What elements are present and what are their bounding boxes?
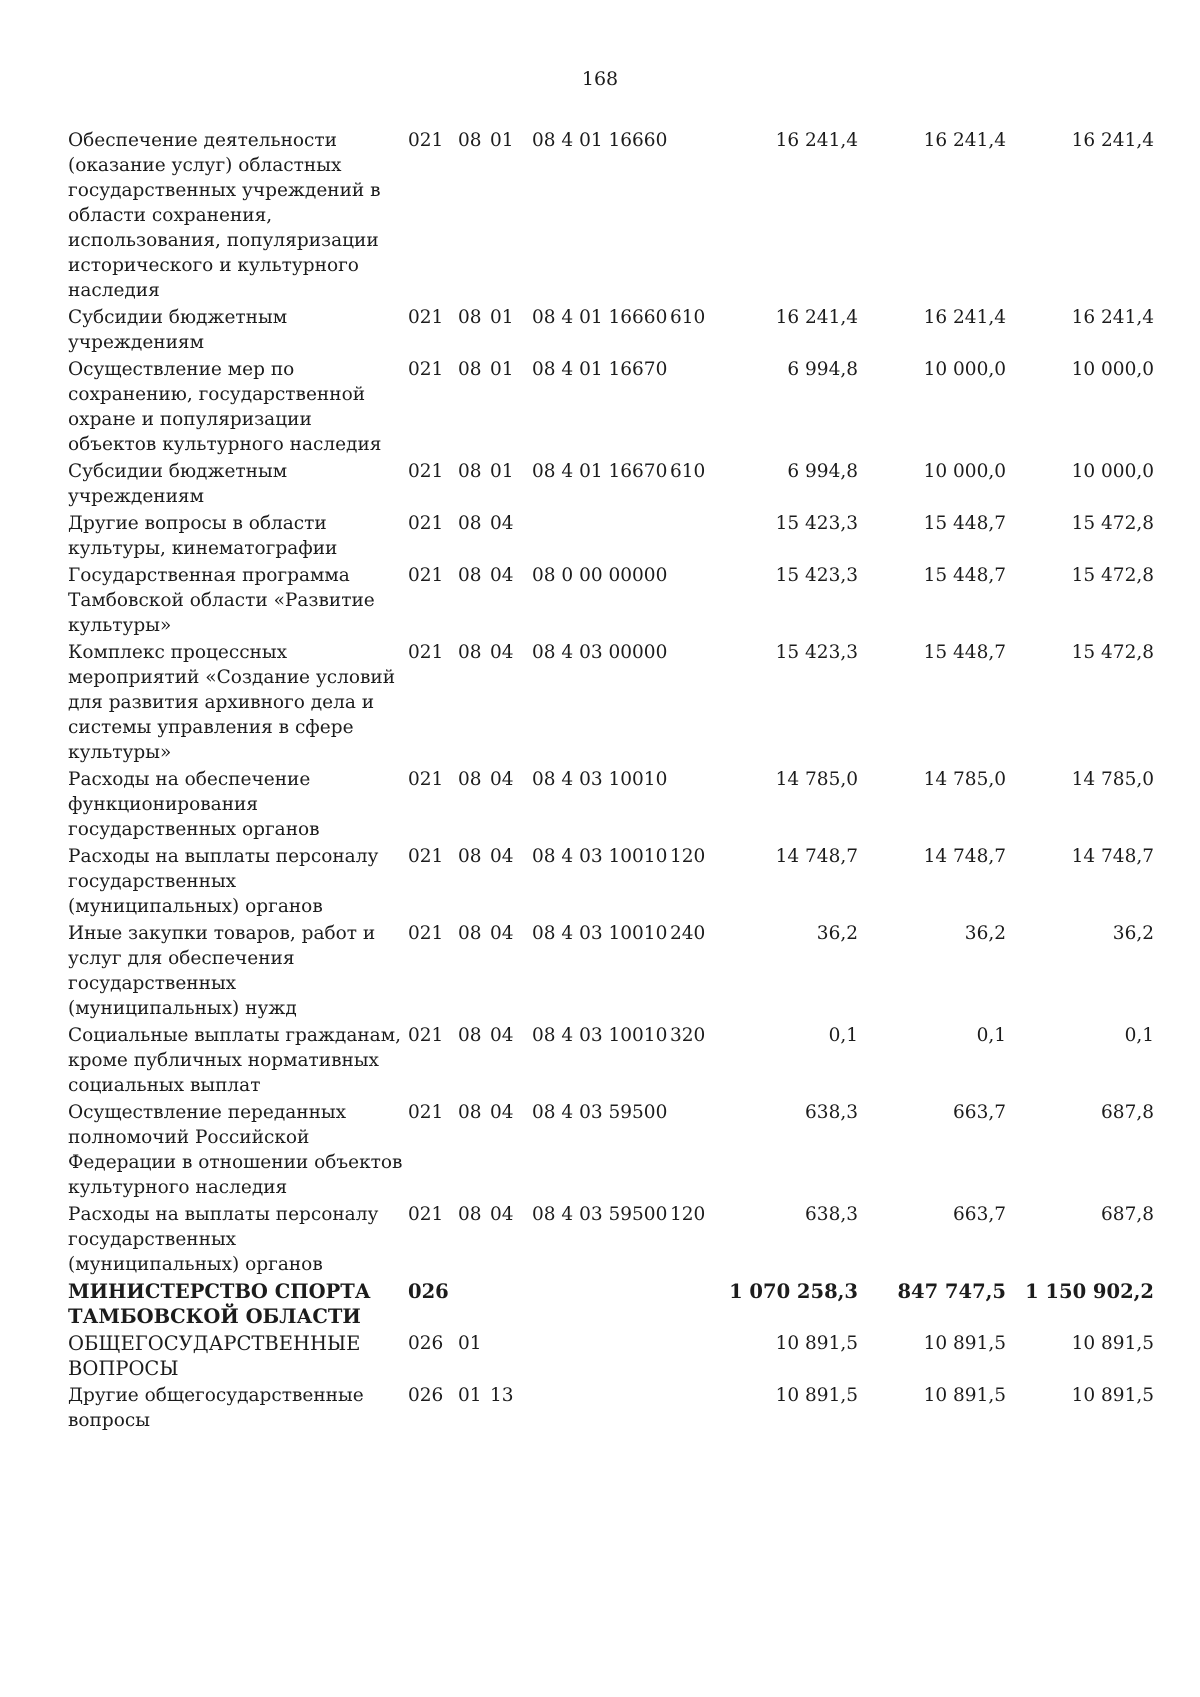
- table-row: [68, 357, 1168, 459]
- amount-year-1: 14 785,0: [775, 769, 858, 790]
- amount-year-1: 14 748,7: [775, 846, 858, 867]
- amount-year-1: 1 070 258,3: [729, 1280, 858, 1303]
- table-row: [68, 767, 1168, 844]
- subsection-code: [490, 1331, 532, 1383]
- subsection-code: 04: [490, 923, 514, 944]
- amount-year-3: 687,8: [1101, 1204, 1154, 1225]
- expense-type-code: 240: [670, 923, 706, 944]
- expense-type-code: 120: [670, 1204, 706, 1225]
- table-row: [68, 1279, 1168, 1331]
- amount-year-3: 15 472,8: [1071, 565, 1154, 586]
- expense-type-code: 120: [670, 846, 706, 867]
- expense-type-code: [670, 1383, 724, 1435]
- item-name: Другие вопросы в области культуры, кинематографии: [68, 513, 338, 559]
- table-row: [68, 1331, 1168, 1383]
- ministry-code: 021: [408, 642, 444, 663]
- table-row: [68, 511, 1168, 563]
- amount-year-2: 16 241,4: [923, 130, 1006, 151]
- ministry-code: 021: [408, 923, 444, 944]
- amount-year-2: 10 000,0: [923, 461, 1006, 482]
- amount-year-3: 10 891,5: [1071, 1333, 1154, 1354]
- section-code: 08: [458, 1102, 482, 1123]
- item-name: Расходы на выплаты персоналу государственных (муниципальных) органов: [68, 1204, 379, 1275]
- ministry-code: 021: [408, 565, 444, 586]
- amount-year-1: 638,3: [805, 1102, 858, 1123]
- amount-year-3: 16 241,4: [1071, 130, 1154, 151]
- section-code: [458, 1279, 490, 1331]
- section-code: 08: [458, 307, 482, 328]
- amount-year-2: 14 785,0: [923, 769, 1006, 790]
- subsection-code: 13: [490, 1385, 514, 1406]
- amount-year-3: 36,2: [1112, 923, 1154, 944]
- ministry-code: 021: [408, 1204, 444, 1225]
- subsection-code: 01: [490, 359, 514, 380]
- table-row: [68, 1023, 1168, 1100]
- subsection-code: 01: [490, 461, 514, 482]
- section-code: 08: [458, 130, 482, 151]
- section-code: 08: [458, 769, 482, 790]
- amount-year-1: 36,2: [816, 923, 858, 944]
- subsection-code: 04: [490, 565, 514, 586]
- table-row: [68, 1202, 1168, 1279]
- subsection-code: 04: [490, 1102, 514, 1123]
- ministry-code: 021: [408, 513, 444, 534]
- subsection-code: 01: [490, 307, 514, 328]
- table-row: [68, 128, 1168, 305]
- expense-type-code: 610: [670, 307, 706, 328]
- section-code: 08: [458, 1025, 482, 1046]
- item-name: Расходы на обеспечение функционирования государственных органов: [68, 769, 320, 840]
- amount-year-2: 14 748,7: [923, 846, 1006, 867]
- amount-year-1: 15 423,3: [775, 642, 858, 663]
- item-name: Субсидии бюджетным учреждениям: [68, 307, 288, 353]
- expense-type-code: [670, 563, 724, 640]
- item-name: Социальные выплаты гражданам, кроме публичных нормативных социальных выплат: [68, 1025, 401, 1096]
- ministry-code: 021: [408, 130, 444, 151]
- amount-year-1: 15 423,3: [775, 513, 858, 534]
- table-row: [68, 459, 1168, 511]
- ministry-code: 026: [408, 1385, 444, 1406]
- amount-year-3: 14 748,7: [1071, 846, 1154, 867]
- target-article-code: 08 4 01 16670: [532, 359, 668, 380]
- amount-year-2: 10 891,5: [923, 1385, 1006, 1406]
- target-article-code: 08 4 03 59500: [532, 1204, 668, 1225]
- amount-year-2: 16 241,4: [923, 307, 1006, 328]
- table-row: [68, 640, 1168, 767]
- table-row: [68, 921, 1168, 1023]
- ministry-code: 026: [408, 1280, 449, 1303]
- expense-type-code: [670, 1331, 724, 1383]
- item-name: Государственная программа Тамбовской области «Развитие культуры»: [68, 565, 375, 636]
- section-code: 08: [458, 642, 482, 663]
- ministry-code: 021: [408, 359, 444, 380]
- expense-type-code: [670, 357, 724, 459]
- subsection-code: 01: [490, 130, 514, 151]
- amount-year-1: 6 994,8: [787, 359, 858, 380]
- target-article-code: 08 4 01 16670: [532, 461, 668, 482]
- amount-year-3: 14 785,0: [1071, 769, 1154, 790]
- item-name: Расходы на выплаты персоналу государственных (муниципальных) органов: [68, 846, 379, 917]
- expense-type-code: 320: [670, 1025, 706, 1046]
- amount-year-2: 10 000,0: [923, 359, 1006, 380]
- ministry-code: 021: [408, 769, 444, 790]
- amount-year-2: 847 747,5: [897, 1280, 1006, 1303]
- amount-year-2: 15 448,7: [923, 513, 1006, 534]
- budget-table: [68, 128, 1168, 1435]
- expense-type-code: [670, 1100, 724, 1202]
- amount-year-1: 0,1: [828, 1025, 858, 1046]
- amount-year-2: 10 891,5: [923, 1333, 1006, 1354]
- section-code: 08: [458, 846, 482, 867]
- target-article-code: 08 4 01 16660: [532, 307, 668, 328]
- expense-type-code: [670, 767, 724, 844]
- item-name: МИНИСТЕРСТВО СПОРТА ТАМБОВСКОЙ ОБЛАСТИ: [68, 1280, 371, 1328]
- subsection-code: [490, 1279, 532, 1331]
- amount-year-3: 0,1: [1124, 1025, 1154, 1046]
- page-number: 168: [581, 68, 619, 90]
- amount-year-2: 15 448,7: [923, 642, 1006, 663]
- target-article-code: 08 4 03 10010: [532, 1025, 668, 1046]
- table-row: [68, 563, 1168, 640]
- ministry-code: 026: [408, 1333, 444, 1354]
- item-name: Осуществление переданных полномочий Российской Федерации в отношении объектов культурного наследия: [68, 1102, 403, 1198]
- amount-year-1: 16 241,4: [775, 307, 858, 328]
- subsection-code: 04: [490, 846, 514, 867]
- amount-year-3: 10 891,5: [1071, 1385, 1154, 1406]
- section-code: 01: [458, 1333, 482, 1354]
- section-code: 08: [458, 923, 482, 944]
- subsection-code: 04: [490, 513, 514, 534]
- table-row: [68, 305, 1168, 357]
- table-row: [68, 844, 1168, 921]
- target-article-code: 08 4 03 59500: [532, 1102, 668, 1123]
- target-article-code: [532, 1383, 670, 1435]
- target-article-code: 08 4 03 00000: [532, 642, 668, 663]
- item-name: Другие общегосударственные вопросы: [68, 1385, 364, 1431]
- section-code: 08: [458, 359, 482, 380]
- table-row: [68, 1100, 1168, 1202]
- amount-year-1: 16 241,4: [775, 130, 858, 151]
- target-article-code: 08 4 03 10010: [532, 769, 668, 790]
- ministry-code: 021: [408, 307, 444, 328]
- section-code: 01: [458, 1385, 482, 1406]
- section-code: 08: [458, 1204, 482, 1225]
- expense-type-code: [670, 128, 724, 305]
- ministry-code: 021: [408, 461, 444, 482]
- amount-year-3: 10 000,0: [1071, 461, 1154, 482]
- amount-year-2: 36,2: [964, 923, 1006, 944]
- expense-type-code: [670, 1279, 724, 1331]
- target-article-code: 08 4 01 16660: [532, 130, 668, 151]
- target-article-code: 08 0 00 00000: [532, 565, 668, 586]
- amount-year-2: 0,1: [976, 1025, 1006, 1046]
- amount-year-2: 15 448,7: [923, 565, 1006, 586]
- amount-year-3: 687,8: [1101, 1102, 1154, 1123]
- subsection-code: 04: [490, 1204, 514, 1225]
- amount-year-3: 15 472,8: [1071, 642, 1154, 663]
- target-article-code: [532, 1279, 670, 1331]
- amount-year-1: 10 891,5: [775, 1333, 858, 1354]
- item-name: Комплекс процессных мероприятий «Создание условий для развития архивного дела и системы управления в сфере культуры»: [68, 642, 396, 763]
- amount-year-3: 15 472,8: [1071, 513, 1154, 534]
- subsection-code: 04: [490, 642, 514, 663]
- item-name: Субсидии бюджетным учреждениям: [68, 461, 288, 507]
- amount-year-3: 16 241,4: [1071, 307, 1154, 328]
- item-name: Осуществление мер по сохранению, государственной охране и популяризации объектов культурного наследия: [68, 359, 382, 455]
- section-code: 08: [458, 565, 482, 586]
- amount-year-1: 638,3: [805, 1204, 858, 1225]
- target-article-code: [532, 511, 670, 563]
- amount-year-2: 663,7: [953, 1102, 1006, 1123]
- amount-year-1: 10 891,5: [775, 1385, 858, 1406]
- amount-year-3: 1 150 902,2: [1025, 1280, 1154, 1303]
- section-code: 08: [458, 461, 482, 482]
- amount-year-1: 6 994,8: [787, 461, 858, 482]
- ministry-code: 021: [408, 1102, 444, 1123]
- expense-type-code: [670, 640, 724, 767]
- target-article-code: [532, 1331, 670, 1383]
- ministry-code: 021: [408, 846, 444, 867]
- item-name: ОБЩЕГОСУДАРСТВЕННЫЕ ВОПРОСЫ: [68, 1332, 361, 1380]
- item-name: Обеспечение деятельности (оказание услуг) областных государственных учреждений в области сохранения, использования, популяризации исторического и культурного наследия: [68, 130, 381, 301]
- section-code: 08: [458, 513, 482, 534]
- ministry-code: 021: [408, 1025, 444, 1046]
- expense-type-code: 610: [670, 461, 706, 482]
- item-name: Иные закупки товаров, работ и услуг для обеспечения государственных (муниципальных) нужд: [68, 923, 376, 1019]
- table-row: [68, 1383, 1168, 1435]
- subsection-code: 04: [490, 769, 514, 790]
- target-article-code: 08 4 03 10010: [532, 846, 668, 867]
- expense-type-code: [670, 511, 724, 563]
- subsection-code: 04: [490, 1025, 514, 1046]
- amount-year-2: 663,7: [953, 1204, 1006, 1225]
- amount-year-3: 10 000,0: [1071, 359, 1154, 380]
- amount-year-1: 15 423,3: [775, 565, 858, 586]
- target-article-code: 08 4 03 10010: [532, 923, 668, 944]
